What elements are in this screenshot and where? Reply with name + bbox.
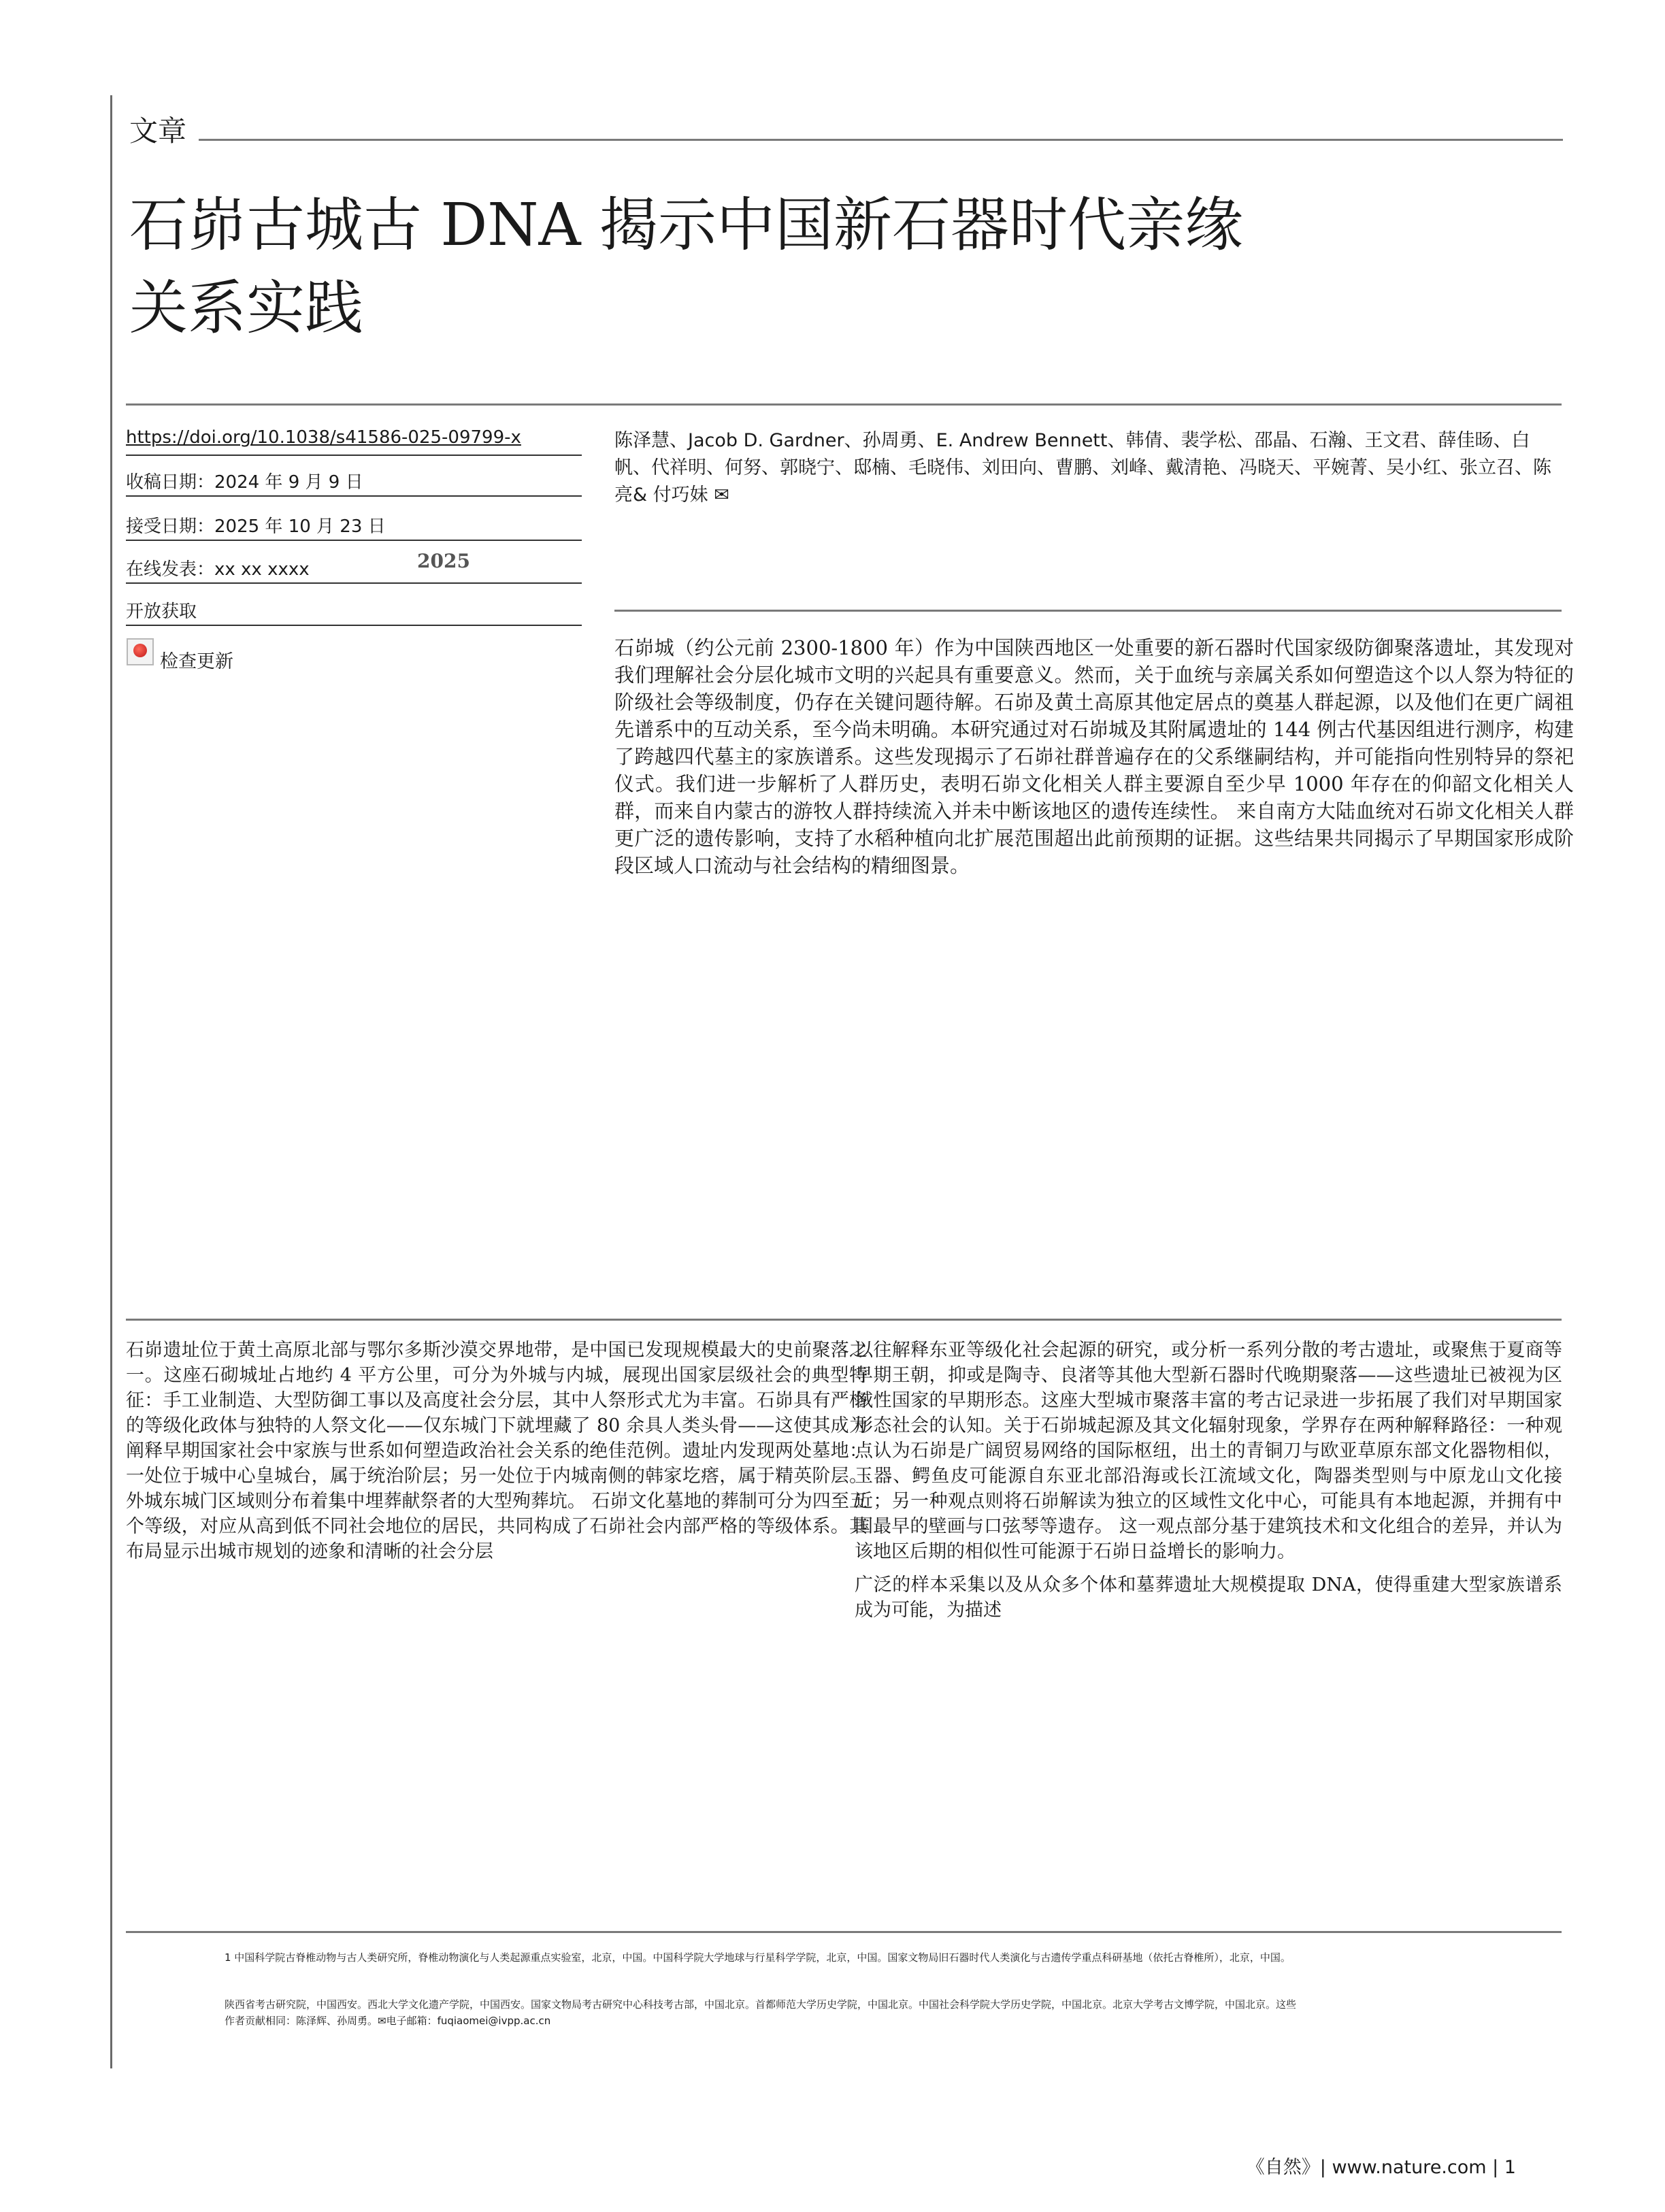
received-row (126, 463, 582, 497)
page-footer: 《自然》| www.nature.com | 1 (1246, 2157, 1516, 2178)
body-right-column (855, 1338, 1562, 1623)
body-left-paragraph: 石峁遗址位于黄土高原北部与鄂尔多斯沙漠交界地带，是中国已发现规模最大的史前聚落之一。这座石砌城址占地约 4 平方公里，可分为外城与内城，展现出国家层级社会的典型特征：手工业制造、大型防御工事以及高度社会分层，其中人祭形式尤为丰富。石峁具有严格的等级化政体与独特的人祭文化——仅东城门下就埋藏了 80 余具人类头骨——这使其成为阐释早期国家社会中家族与世系如何塑造政治社会关系的绝佳范例。遗址内发现两处墓地：一处位于城中心皇城台，属于统治阶层；另一处位于内城南侧的韩家圪瘩，属于精英阶层。外城东城门区域则分布着集中埋葬献祭者的大型殉葬坑。 石峁文化墓地的葬制可分为四至五个等级，对应从高到低不同社会地位的居民，共同构成了石峁社会内部严格的等级体系。其布局显示出城市规划的迹象和清晰的社会分层 (126, 1340, 868, 1562)
footnote-affiliations-2: 陕西省考古研究院，中国西安。西北大学文化遗产学院，中国西安。国家文物局考古研究中心科技考古部，中国北京。首都师范大学历史学院，中国北京。中国社会科学院大学历史学院，中国北京。北京大学考古文博学院，中国北京。这些 (225, 1998, 1297, 2011)
header-rule (199, 139, 1563, 141)
accepted-row (126, 507, 582, 541)
footnote-rule (126, 1931, 1562, 1933)
published-row (126, 550, 582, 584)
published-date: 在线发表：xx xx xxxx (126, 559, 310, 580)
abstract-rule (614, 610, 1562, 612)
body-rule (126, 1319, 1562, 1321)
open-access-row (126, 592, 582, 626)
left-margin-rule (110, 95, 112, 2068)
check-updates-link[interactable]: 检查更新 (160, 651, 233, 672)
abstract: 石峁城（约公元前 2300-1800 年）作为中国陕西地区一处重要的新石器时代国家级防御聚落遗址，其发现对我们理解社会分层化城市文明的兴起具有重要意义。然而，关于血统与亲属关系如何塑造这个以人祭为特征的阶级社会等级制度，仍存在关键问题待解。石峁及黄土高原其他定居点的奠基人群起源，以及他们在更广阔祖先谱系中的互动关系，至今尚未明确。本研究通过对石峁城及其附属遗址的 144 例古代基因组进行测序，构建了跨越四代墓主的家族谱系。这些发现揭示了石峁社群普遍存在的父系继嗣结构，并可能指向性别特异的祭祀仪式。我们进一步解析了人群历史，表明石峁文化相关人群主要源自至少早 1000 年存在的仰韶文化相关人群，而来自内蒙古的游牧人群持续流入并未中断该地区的遗传连续性。 来自南方大陆血统对石峁文化相关人群更广泛的遗传影响，支持了水稻种植向北扩展范围超出此前预期的证据。这些结果共同揭示了早期国家形成阶段区域人口流动与社会结构的精细图景。 (614, 636, 1574, 877)
check-updates-icon[interactable] (127, 638, 154, 665)
footnote-contributions: 作者贡献相同：陈泽辉、孙周勇。✉电子邮箱：fuqiaomei@ivpp.ac.cn (225, 2015, 551, 2027)
body-right-paragraph-2: 广泛的样本采集以及从众多个体和墓葬遗址大规模提取 DNA，使得重建大型家族谱系成为可能，为描述 (855, 1574, 1562, 1621)
stamp-year: 2025 (417, 550, 470, 572)
author-list: 陈泽慧、Jacob D. Gardner、孙周勇、E. Andrew Bennett、韩倩、裴学松、邵晶、石瀚、王文君、薛佳旸、白帆、代祥明、何努、郭晓宁、邸楠、毛晓伟、刘田向、曹鹏、刘峰、戴清艳、冯晓天、平婉菁、吴小红、张立召、陈亮& 付巧妹 ✉ (614, 430, 1551, 506)
title-rule (126, 403, 1562, 406)
title-line-1: 石峁古城古 DNA 揭示中国新石器时代亲缘 (129, 191, 1243, 259)
article-title (129, 184, 1422, 350)
received-date: 收稿日期：2024 年 9 月 9 日 (126, 472, 363, 493)
doi-link[interactable]: https://doi.org/10.1038/s41586-025-09799-x (126, 427, 521, 448)
footnote-affiliations-1: 1 中国科学院古脊椎动物与古人类研究所，脊椎动物演化与人类起源重点实验室，北京，中国。中国科学院大学地球与行星科学学院，北京，中国。国家文物局旧石器时代人类演化与古遗传学重点科研基地（依托古脊椎所），北京，中国。 (225, 1951, 1291, 1964)
doi-row (126, 422, 582, 456)
accepted-date: 接受日期：2025 年 10 月 23 日 (126, 516, 386, 537)
open-access-label: 开放获取 (126, 601, 197, 622)
body-right-paragraph-1: 以往解释东亚等级化社会起源的研究，或分析一系列分散的考古遗址，或聚焦于夏商等早期王朝，抑或是陶寺、良渚等其他大型新石器时代晚期聚落——这些遗址已被视为区域性国家的早期形态。这座大型城市聚落丰富的考古记录进一步拓展了我们对早期国家形态社会的认知。关于石峁城起源及其文化辐射现象，学界存在两种解释路径：一种观点认为石峁是广阔贸易网络的国际枢纽，出土的青铜刀与欧亚草原东部文化器物相似，玉器、鳄鱼皮可能源自东亚北部沿海或长江流域文化，陶器类型则与中原龙山文化接近；另一种观点则将石峁解读为独立的区域性文化中心，可能具有本地起源，并拥有中国最早的壁画与口弦琴等遗存。 这一观点部分基于建筑技术和文化组合的差异，并认为该地区后期的相似性可能源于石峁日益增长的影响力。 (855, 1340, 1562, 1562)
title-line-2: 关系实践 (129, 274, 363, 342)
section-label: 文章 (129, 114, 187, 148)
